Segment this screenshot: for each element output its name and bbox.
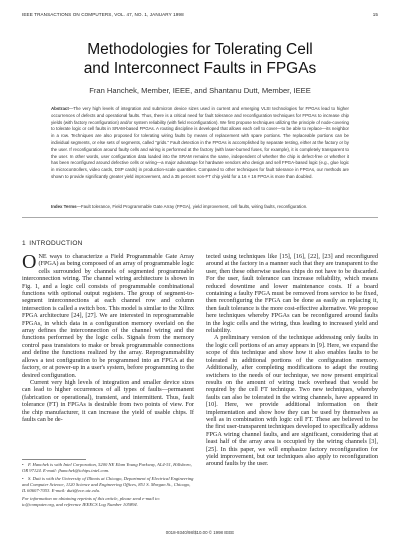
section-number: 1: [22, 240, 26, 247]
running-head: [22, 12, 378, 17]
left-column: [22, 253, 194, 423]
index-terms-lead: Index Terms: [51, 204, 77, 209]
abstract: [51, 106, 349, 181]
footnotes: [22, 462, 194, 510]
paragraph: tected using techniques like [15], [16], [22], [23] and reconfigured around at the factory in a manner such that they are transparent to the user, then these otherwise useless chips do not have to be discarded. For the user, fault tolerance can increase reliability, which means reduced downtime and lower maintenance costs. If a board containing a faulty FPGA must be removed from service to be fixed, then reconfiguring the FPGA can be done as easily as replacing it, then fault tolerance is the more cost-effective alternative. We propose here techniques whereby FPGAs can be reconfigured around faults in the logic cells and the wiring, thus leading to increased yield and reliability.: [206, 253, 378, 335]
title-line-2: and Interconnect Faults in FPGAs: [83, 60, 317, 77]
abstract-lead: Abstract: [51, 106, 69, 111]
right-column: [206, 253, 378, 468]
paragraph: Current very high levels of integration and smaller device sizes can lead to higher occurrences of all types of faults—permanent (fabrication or operational), transient, and intermittent. Thus, fault tolerance (FT) in FPGAs is desirable from two points of view. For the chip manufacturer, it can increase the yield of usable chips. If faults can be de-: [22, 378, 194, 423]
footnote: • F. Hanchek is with Intel Corporation, 5200 NE Elam Young Parkway, AL4-51, Hillsboro, OR 97124. E-mail: fhanchek@ichips.intel.com.: [22, 462, 192, 474]
paragraph: A preliminary version of the technique addressing only faults in the logic cell portions of an array appears in [9]. Here, we expand the scope of this technique and show how it also enables faults to be tolerated in additional portions of the configuration memory. Additionally, after completing modifications to adapt the routing switchers to the needs of our technique, we now present empirical results on the amount of wiring track overhead that would be required by the cell FT technique. Two new techniques, whereby faults can also be tolerated in the wiring channels, have appeared in [10]. Here, we provide additional information on their implementation and show how they can be used by themselves as well as in combination with logic cell FT. These are believed to be the first user-transparent techniques developed to specifically address FPGA wiring channel faults, and are significant, considering that at least half of the array area is occupied by the wiring channels [3], [25]. In this paper, we will emphasize factory reconfiguration for yield improvement, but our techniques also apply to reconfiguration around faults by the user.: [206, 334, 378, 468]
footnote: For information on obtaining reprints of this article, please send e-mail to: tc@computer.org, and reference IEEECS Log Number 105894.: [22, 496, 161, 508]
page-number: 15: [372, 12, 378, 17]
title-line-1: Methodologies for Tolerating Cell: [87, 41, 313, 58]
index-terms-text: —Fault tolerance, Field Programmable Gate Array (FPGA), yield improvement, cell faults, wiring faults, reconfiguration.: [76, 204, 308, 209]
section-title: INTRODUCTION: [29, 240, 83, 247]
separator-rule: [22, 217, 378, 218]
authors: Fran Hanchek, Member, IEEE, and Shantanu Dutt, Member, IEEE: [89, 86, 311, 95]
paragraph: [22, 253, 194, 379]
paragraph-text: NE ways to characterize a Field Programmable Gate Array (FPGA) as being composed of an array of programmable logic cells surrounded by channels of segmented programmable interconnection wiring. The channel wiring architecture is shown in Fig. 1, and a logic cell consists of programmable combinational functions with optional output registers. The group of segment-to-segment interconnections at each channel row and column intersection is called a switch box. This model is similar to the Xilinx FPGA architecture [24], [27]. We are interested in reprogrammable FPGAs, in which data in a configuration memory overlaid on the array defines the interconnection of the channel wiring and the functions performed by the logic cells. Signals from the memory control pass transistors to make or break programmable connections and define the functions realized by the array. Reprogrammability allows a test configuration to be programmed into an FPGA at the factory, or at power-up in a user's system, before programming to the desired configuration.: [22, 253, 194, 379]
paper-title: [0, 40, 400, 78]
footnote: • S. Dutt is with the University of Illinois at Chicago, Department of Electrical Engineering and Computer Science, 1120 Science and Engineering Offices, 851 S. Morgan St., Chicago, IL 60607-7053. E-mail: dutt@ece.uic.edu.: [22, 475, 194, 494]
drop-cap: O: [22, 251, 37, 273]
document-id: 0018-9340/98/$10.00 © 1998 IEEE: [165, 530, 235, 535]
journal-info: IEEE TRANSACTIONS ON COMPUTERS, VOL. 47, NO. 1, JANUARY 1998: [22, 12, 184, 17]
index-terms: [51, 204, 349, 211]
section-heading: [22, 240, 83, 247]
abstract-text: —The very high levels of integration and submicron device sizes used in current and emerging VLSI technologies for FPGAs lead to higher occurrences of defects and operational faults. Thus, there is a critical need for fault tolerance and reconfiguration techniques for FPGAs to increase chip yields (with factory reconfiguration) and/or system reliability (with field reconfiguration). We first propose techniques utilizing the principle of node-covering to tolerate logic or cell faults in SRAM-based FPGAs. A routing discipline is developed that allows each cell to cover—to be able to replace—its neighbor in a row. Techniques are also proposed for tolerating wiring faults by means of replacement with spare portions. The replaceable portions can be individual segments, or else sets of segments, called "grids." Fault detection in the FPGAs is accomplished by separate testing, either at the factory or by the user. If reconfiguration around faulty cells and wiring is performed at the factory (with laser-burned fuses, for example), it is completely transparent to the user. In other words, user configuration data loaded into the SRAM remains the same, independent of whether the chip is defect-free or whether it has been reconfigured around defective cells or wiring—a major advantage for hardware vendors who design and sell FPGA-based logic (e.g., glue logic in microcontrollers, video cards, DSP cards) in production-scale quantities. Compared to other techniques for fault tolerance in FPGAs, our methods are shown to provide significantly greater yield improvement, and a 35 percent non-FT chip yield for a 16 × 16 FPGA is more than doubled.: [51, 106, 349, 179]
footnote-rule: [22, 459, 86, 460]
